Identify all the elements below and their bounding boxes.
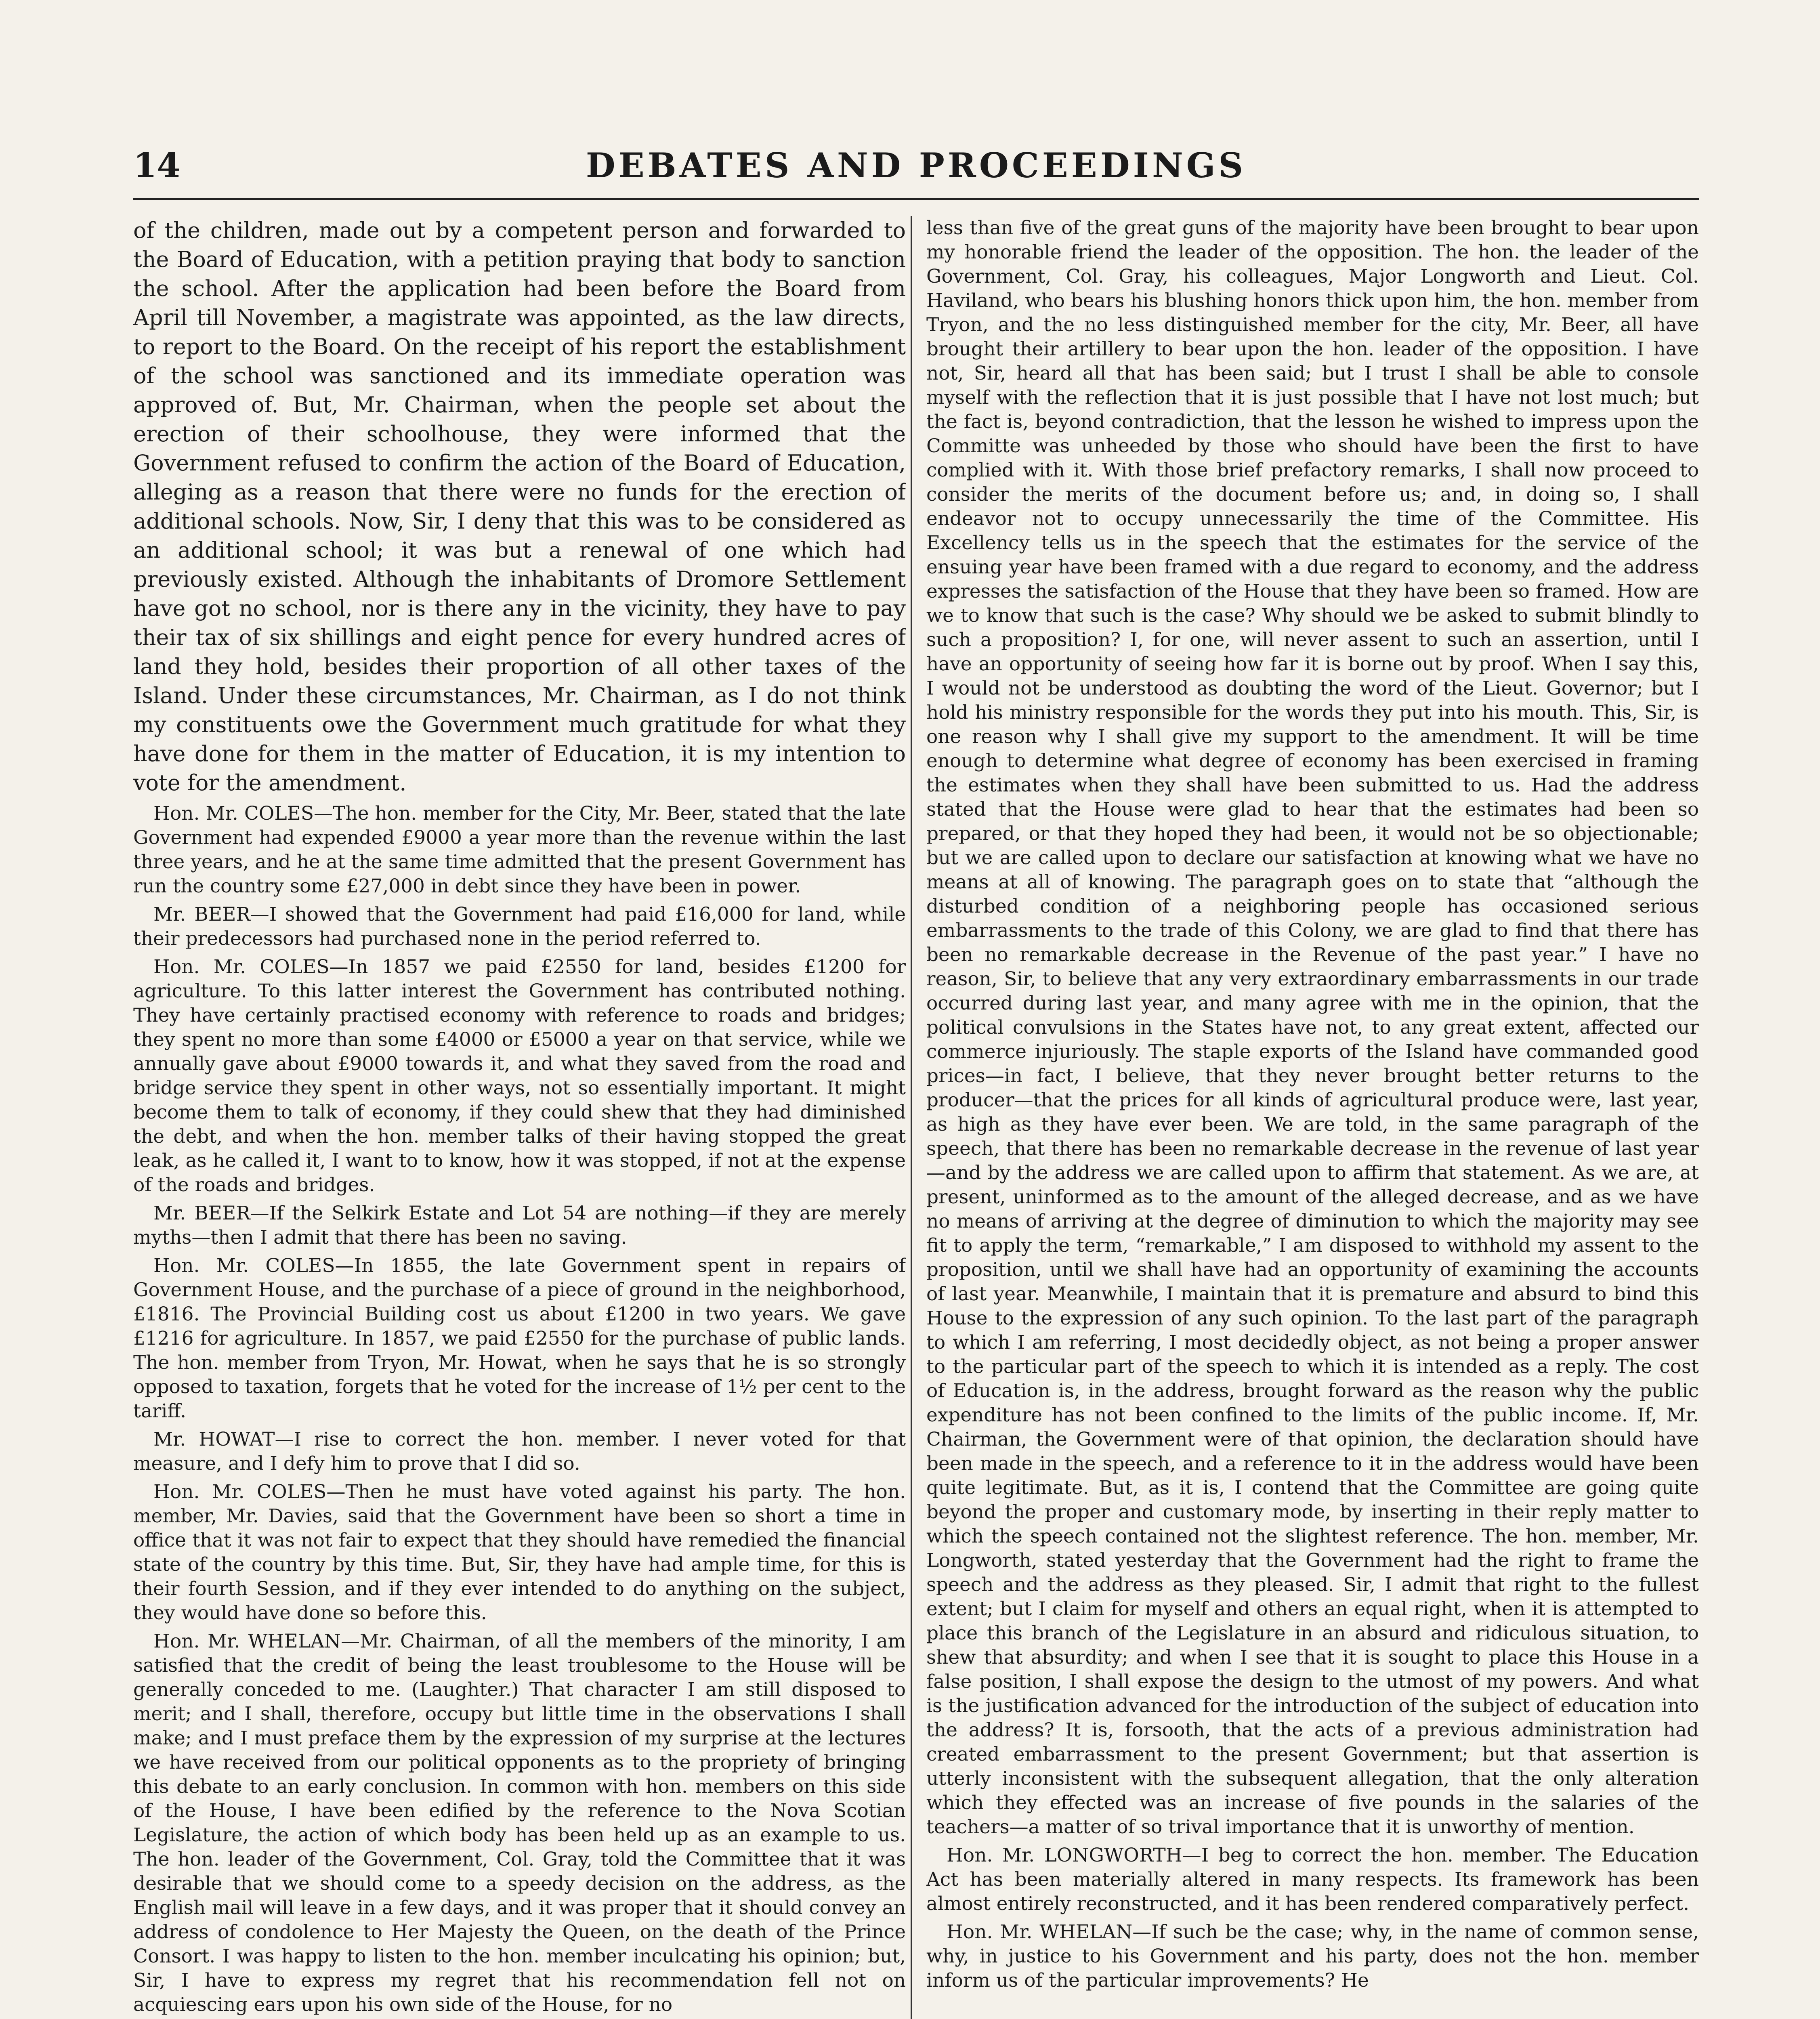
- paragraph: Hon. Mr. COLES—In 1857 we paid £2550 for land, besides £1200 for agriculture. To this latter interest the Government has contributed nothing. They have certainly practised economy with reference to roads and bridges; they spent no more than some £4000 or £5000 a year on that service, while we annually gave about £9000 towards it, and what they saved from the road and bridge service they spent in other ways, not so essentially important. It might become them to talk of economy, if they could shew that they had diminished the debt, and when the hon. member talks of their having stopped the great leak, as he called it, I want to to know, how it was stopped, if not at the expense of the roads and bridges.: [133, 956, 906, 1196]
- header-rule: [133, 198, 1699, 200]
- page-header: [133, 145, 1699, 190]
- paragraph: Mr. BEER—I showed that the Government had paid £16,000 for land, while their predecessors had purchased none in the period referred to.: [133, 903, 906, 950]
- paragraph: less than five of the great guns of the majority have been brought to bear upon my honorable friend the leader of the opposition. The hon. the leader of the Government, Col. Gray, his colleagues, Major Longworth and Lieut. Col. Haviland, who bears his blushing honors thick upon him, the hon. member from Tryon, and the no less distinguished member for the city, Mr. Beer, all have brought their artillery to bear upon the hon. leader of the opposition. I have not, Sir, heard all that has been said; but I trust I shall be able to console myself with the reflection that it is just possible that I have not lost much; but the fact is, beyond contradiction, that the lesson he wished to impress upon the Committe was unheeded by those who should have been the first to have complied with it. With those brief prefactory remarks, I shall now proceed to consider the merits of the document before us; and, in doing so, I shall endeavor not to occupy unnecessarily the time of the Committee. His Excellency tells us in the speech that the estimates for the service of the ensuing year have been framed with a due regard to economy, and the address expresses the satisfaction of the House that they have been so framed. How are we to know that such is the case? Why should we be asked to submit blindly to such a proposition? I, for one, will never assent to such an assertion, until I have an opportunity of seeing how far it is borne out by proof. When I say this, I would not be understood as doubting the word of the Lieut. Governor; but I hold his ministry responsible for the words they put into his mouth. This, Sir, is one reason why I shall give my support to the amendment. It will be time enough to determine what degree of economy has been exercised in framing the estimates when they shall have been submitted to us. Had the address stated that the House were glad to hear that the estimates had been so prepared, or that they hoped they had been, it would not be so objectionable; but we are called upon to declare our satisfaction at knowing what we have no means at all of knowing. The paragraph goes on to state that “although the disturbed condition of a neighboring people has occasioned serious embarrassments to the trade of this Colony, we are glad to find that there has been no remarkable decrease in the Revenue of the past year.” I have no reason, Sir, to believe that any very extraordinary embarrassments in our trade occurred during last year, and many agree with me in the opinion, that the political convulsions in the States have not, to any great extent, affected our commerce injuriously. The staple exports of the Island have commanded good prices—in fact, I believe, that they never brought better returns to the producer—that the prices for all kinds of agricultural produce were, last year, as high as they have ever been. We are told, in the same paragraph of the speech, that there has been no remarkable decrease in the revenue of last year—and by the address we are called upon to affirm that statement. As we are, at present, uninformed as to the amount of the alleged decrease, and as we have no means of arriving at the degree of diminution to which the majority may see fit to apply the term, “remarkable,” I am disposed to withhold my assent to the proposition, until we shall have had an opportunity of examining the accounts of last year. Meanwhile, I maintain that it is premature and absurd to bind this House to the expression of any such opinion. To the last part of the paragraph to which I am referring, I most decidedly object, as not being a proper answer to the particular part of the speech to which it is intended as a reply. The cost of Education is, in the address, brought forward as the reason why the public expenditure has not been confined to the limits of the public income. If, Mr. Chairman, the Government were of that opinion, the declaration should have been made in the speech, and a reference to it in the address would have been quite legitimate. But, as it is, I contend that the Committee are going quite beyond the proper and customary mode, by inserting in their reply matter to which the speech contained not the slightest reference. The hon. member, Mr. Longworth, stated yesterday that the Government had the right to frame the speech and the address as they pleased. Sir, I admit that right to the fullest extent; but I claim for myself and others an equal right, when it is attempted to place this branch of the Legislature in an absurd and ridiculous situation, to shew that absurdity; and when I see that it is sought to place this House in a false position, I shall expose the design to the utmost of my powers. And what is the justification advanced for the introduction of the subject of education into the address? It is, forsooth, that the acts of a previous administration had created embarrassment to the present Government; but that assertion is utterly inconsistent with the subsequent allegation, that the only alteration which they effected was an increase of five pounds in the salaries of the teachers—a matter of so trival importance that it is unworthy of mention.: [926, 217, 1699, 1838]
- paragraph: Hon. Mr. WHELAN—If such be the case; why, in the name of common sense, why, in justice to his Government and his party, does not the hon. member inform us of the particular improvements? He: [926, 1921, 1699, 1992]
- column-rule: [911, 216, 926, 2019]
- paragraph: Hon. Mr. COLES—Then he must have voted against his party. The hon. member, Mr. Davies, said that the Government have been so short a time in office that it was not fair to expect that they should have remedied the financial state of the country by this time. But, Sir, they have had ample time, for this is their fourth Session, and if they ever intended to do anything on the subject, they would have done so before this.: [133, 1481, 906, 1624]
- paragraph: Mr. HOWAT—I rise to correct the hon. member. I never voted for that measure, and I defy him to prove that I did so.: [133, 1428, 906, 1475]
- paragraph: Hon. Mr. COLES—The hon. member for the City, Mr. Beer, stated that the late Government had expended £9000 a year more than the revenue within the last three years, and he at the same time admitted that the present Government has run the country some £27,000 in debt since they have been in power.: [133, 802, 906, 897]
- text-columns: [133, 216, 1699, 2019]
- right-column: [926, 216, 1699, 2019]
- page-number: 14: [133, 145, 181, 185]
- paragraph: Hon. Mr. LONGWORTH—I beg to correct the hon. member. The Education Act has been materially altered in many respects. Its framework has been almost entirely reconstructed, and it has been rendered comparatively perfect.: [926, 1844, 1699, 1915]
- paragraph: of the children, made out by a competent person and forwarded to the Board of Education, with a petition praying that body to sanction the school. After the application had been before the Board from April till November, a magistrate was appointed, as the law directs, to report to the Board. On the receipt of his report the establishment of the school was sanctioned and its immediate operation was approved of. But, Mr. Chairman, when the people set about the erection of their schoolhouse, they were informed that the Government refused to confirm the action of the Board of Education, alleging as a reason that there were no funds for the erection of additional schools. Now, Sir, I deny that this was to be considered as an additional school; it was but a renewal of one which had previously existed. Although the inhabitants of Dromore Settlement have got no school, nor is there any in the vicinity, they have to pay their tax of six shillings and eight pence for every hundred acres of land they hold, besides their proportion of all other taxes of the Island. Under these circumstances, Mr. Chairman, as I do not think my constituents owe the Government much gratitude for what they have done for them in the matter of Education, it is my intention to vote for the amendment.: [133, 218, 906, 795]
- paragraph: Hon. Mr. COLES—In 1855, the late Government spent in repairs of Government House, and the purchase of a piece of ground in the neighborhood, £1816. The Provincial Building cost us about £1200 in two years. We gave £1216 for agriculture. In 1857, we paid £2550 for the purchase of public lands. The hon. member from Tryon, Mr. Howat, when he says that he is so strongly opposed to taxation, forgets that he voted for the increase of 1½ per cent to the tariff.: [133, 1255, 906, 1422]
- left-column: [133, 216, 906, 2019]
- paragraph: Hon. Mr. WHELAN—Mr. Chairman, of all the members of the minority, I am satisfied that the credit of being the least troublesome to the House will be generally conceded to me. (Laughter.) That character I am still disposed to merit; and I shall, therefore, occupy but little time in the observations I shall make; and I must preface them by the expression of my surprise at the lectures we have received from our political opponents as to the propriety of bringing this debate to an early conclusion. In common with hon. members on this side of the House, I have been edified by the reference to the Nova Scotian Legislature, the action of which body has been held up as an example to us. The hon. leader of the Government, Col. Gray, told the Committee that it was desirable that we should come to a speedy decision on the address, as the English mail will leave in a few days, and it was proper that it should convey an address of condolence to Her Majesty the Queen, on the death of the Prince Consort. I was happy to listen to the hon. member inculcating his opinion; but, Sir, I have to express my regret that his recommendation fell not on acquiescing ears upon his own side of the House, for no: [133, 1630, 906, 2016]
- paragraph: Mr. BEER—If the Selkirk Estate and Lot 54 are nothing—if they are merely myths—then I admit that there has been no saving.: [133, 1202, 906, 1249]
- running-title: DEBATES AND PROCEEDINGS: [586, 145, 1247, 185]
